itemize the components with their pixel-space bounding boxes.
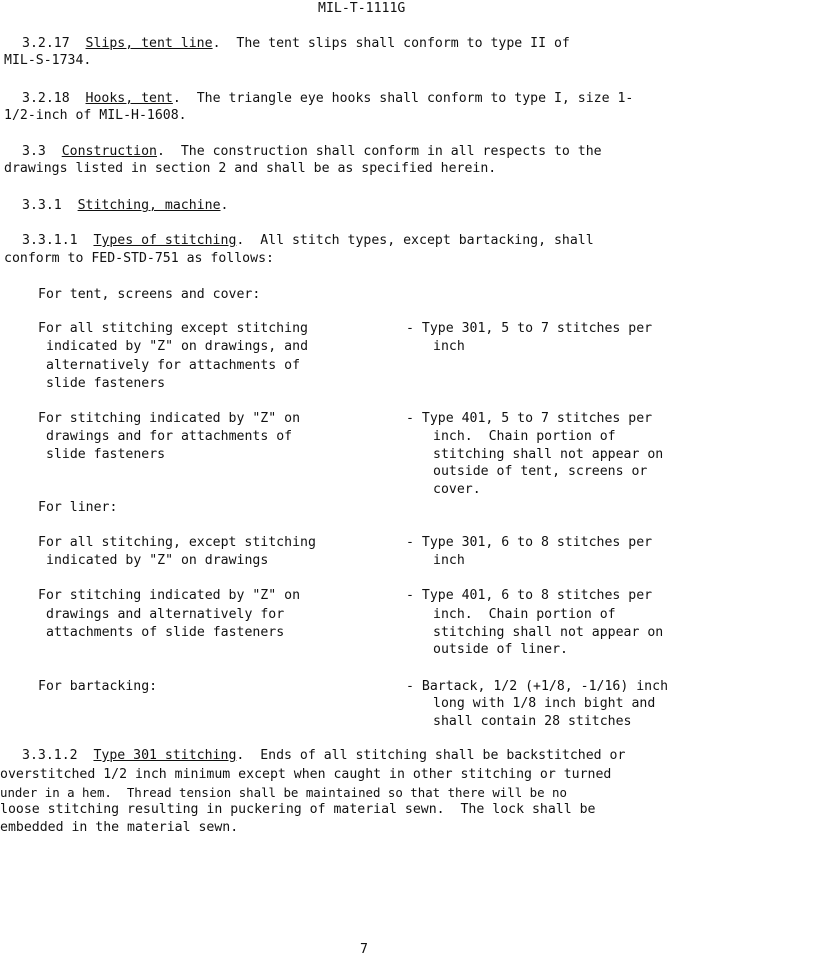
section-number: 3.2.18: [22, 91, 70, 106]
row1-right-2: inch: [433, 339, 465, 354]
row2-left-3: slide fasteners: [46, 447, 166, 462]
row3-left-2: indicated by "Z" on drawings: [46, 553, 269, 568]
section-text: . The tent slips shall conform to type II of: [212, 36, 570, 51]
row4-right-2: inch. Chain portion of: [433, 607, 616, 622]
section-title: Construction: [61, 144, 157, 159]
row2-right-1: - Type 401, 5 to 7 stitches per: [406, 411, 653, 426]
row1-right-1: - Type 301, 5 to 7 stitches per: [406, 321, 653, 336]
row1-left-3: alternatively for attachments of: [46, 358, 301, 373]
section-text: . The construction shall conform in all respects to the: [157, 144, 602, 159]
row4-right-1: - Type 401, 6 to 8 stitches per: [406, 588, 653, 603]
section-3-2-17: [22, 35, 570, 53]
section-number: 3.3.1.1: [22, 233, 78, 248]
row2-right-4: outside of tent, screens or: [433, 464, 648, 479]
row4-left-2: drawings and alternatively for: [46, 607, 285, 622]
liner-heading: For liner:: [38, 500, 118, 515]
row2-left-2: drawings and for attachments of: [46, 429, 293, 444]
row2-left-1: For stitching indicated by "Z" on: [38, 411, 301, 426]
row3-right-2: inch: [433, 553, 465, 568]
section-3-2-18: [22, 90, 633, 108]
row1-left-2: indicated by "Z" on drawings, and: [46, 339, 309, 354]
section-text: . All stitch types, except bartacking, shall: [236, 233, 594, 248]
section-title: Types of stitching: [93, 233, 237, 248]
section-3-3-1-2-line2: overstitched 1/2 inch minimum except when caught in other stitching or turned: [0, 767, 612, 782]
document-header: MIL-T-1111G: [318, 1, 406, 16]
row2-right-3: stitching shall not appear on: [433, 447, 664, 462]
row1-left-1: For all stitching except stitching: [38, 321, 308, 336]
row4-right-4: outside of liner.: [433, 642, 568, 657]
section-text: . The triangle eye hooks shall conform to type I, size 1-: [172, 91, 634, 106]
section-3-3-line2: drawings listed in section 2 and shall be as specified herein.: [4, 161, 497, 176]
section-3-3-1-1: [22, 232, 594, 250]
section-3-2-18-line2: 1/2-inch of MIL-H-1608.: [4, 108, 187, 123]
section-3-3: [22, 143, 602, 161]
row5-right-2: long with 1/8 inch bight and: [433, 696, 656, 711]
row4-left-3: attachments of slide fasteners: [46, 625, 285, 640]
section-3-3-1-2-line3: under in a hem. Thread tension shall be maintained so that there will be no: [0, 785, 567, 800]
section-number: 3.3.1: [22, 198, 62, 213]
row4-right-3: stitching shall not appear on: [433, 625, 664, 640]
row2-right-5: cover.: [433, 482, 481, 497]
page-number: 7: [360, 942, 368, 957]
section-number: 3.3.1.2: [22, 748, 78, 763]
section-title: Slips, tent line: [85, 36, 213, 51]
section-title: Stitching, machine: [77, 198, 221, 213]
row1-left-4: slide fasteners: [46, 376, 166, 391]
section-text: . Ends of all stitching shall be backstitched or: [236, 748, 626, 763]
row5-right-1: - Bartack, 1/2 (+1/8, -1/16) inch: [406, 679, 669, 694]
section-number: 3.2.17: [22, 36, 70, 51]
section-3-3-1-2-line4: loose stitching resulting in puckering of material sewn. The lock shall be: [0, 802, 596, 817]
row2-right-2: inch. Chain portion of: [433, 429, 616, 444]
section-3-3-1-2: [22, 747, 625, 765]
tent-heading: For tent, screens and cover:: [38, 287, 261, 302]
row3-right-1: - Type 301, 6 to 8 stitches per: [406, 535, 653, 550]
section-title: Type 301 stitching: [93, 748, 237, 763]
section-3-3-1: 3.3.1 Stitching, machine.: [22, 198, 229, 213]
section-3-3-1-2-line5: embedded in the material sewn.: [0, 820, 239, 835]
row5-right-3: shall contain 28 stitches: [433, 714, 632, 729]
section-3-2-17-line2: MIL-S-1734.: [4, 53, 92, 68]
row3-left-1: For all stitching, except stitching: [38, 535, 316, 550]
row4-left-1: For stitching indicated by "Z" on: [38, 588, 301, 603]
section-3-3-1-1-line2: conform to FED-STD-751 as follows:: [4, 251, 274, 266]
row5-left-1: For bartacking:: [38, 679, 158, 694]
section-title: Hooks, tent: [85, 91, 173, 106]
section-number: 3.3: [22, 144, 46, 159]
